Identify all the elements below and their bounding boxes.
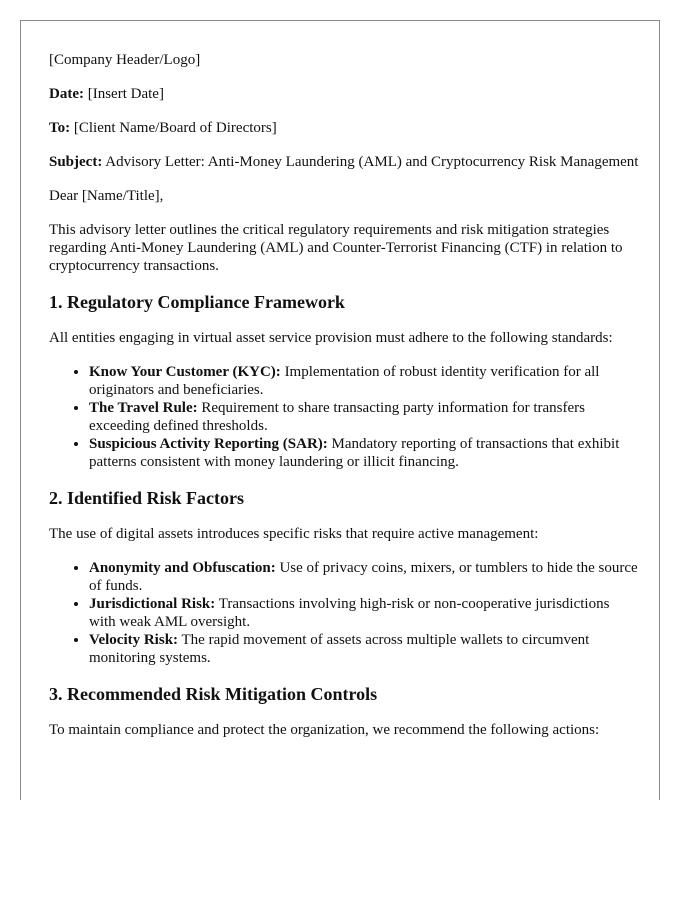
bullet-list (49, 559, 639, 667)
list-item-text: Requirement to share transacting party information for transfers exceeding defined thresholds. (89, 400, 585, 434)
salutation: Dear [Name/Title], (49, 188, 164, 204)
list-item-text: Implementation of robust identity verification for all originators and beneficiaries. (89, 364, 600, 398)
list-item-text: Use of privacy coins, mixers, or tumblers to hide the source of funds. (89, 560, 638, 594)
recipient-value: [Client Name/Board of Directors] (73, 120, 277, 136)
date-label: Date: (49, 86, 84, 102)
list-item-term: The Travel Rule: (89, 400, 198, 416)
section-heading: 2. Identified Risk Factors (49, 488, 244, 508)
letter-content (49, 51, 639, 755)
section-heading: 3. Recommended Risk Mitigation Controls (49, 684, 378, 704)
section-intro: To maintain compliance and protect the organization, we recommend the following actions: (49, 722, 600, 738)
section-heading: 1. Regulatory Compliance Framework (49, 292, 345, 312)
list-item (89, 595, 639, 631)
list-item (89, 399, 639, 435)
list-item (89, 559, 639, 595)
letter-page (20, 20, 660, 800)
list-item-term: Know Your Customer (KYC): (89, 364, 281, 380)
intro-paragraph: This advisory letter outlines the critical regulatory requirements and risk mitigation strategies regarding Anti-Money Laundering (AML) and Counter-Terrorist Financing (CTF) in relation to cryptocurrency transactions. (49, 222, 623, 274)
list-item (89, 631, 639, 667)
to-label: To: (49, 120, 71, 136)
recipient-line (49, 119, 639, 137)
list-item-text: Transactions involving high-risk or non-cooperative jurisdictions with weak AML oversight. (89, 596, 610, 630)
list-item-term: Suspicious Activity Reporting (SAR): (89, 436, 328, 452)
date-value: [Insert Date] (87, 86, 164, 102)
subject-label: Subject: (49, 154, 103, 170)
list-item (89, 435, 639, 471)
bullet-list (49, 363, 639, 471)
subject-value: Advisory Letter: Anti-Money Laundering (AML) and Cryptocurrency Risk Management (105, 154, 639, 170)
date-line (49, 85, 639, 103)
section-intro: All entities engaging in virtual asset service provision must adhere to the following standards: (49, 330, 613, 346)
company-header: [Company Header/Logo] (49, 52, 201, 68)
list-item (89, 363, 639, 399)
list-item-term: Jurisdictional Risk: (89, 596, 216, 612)
list-item-text: The rapid movement of assets across multiple wallets to circumvent monitoring systems. (89, 632, 590, 666)
list-item-term: Velocity Risk: (89, 632, 179, 648)
section-intro: The use of digital assets introduces specific risks that require active management: (49, 526, 539, 542)
subject-line (49, 153, 639, 171)
list-item-term: Anonymity and Obfuscation: (89, 560, 276, 576)
list-item-text: Mandatory reporting of transactions that exhibit patterns consistent with money laundering or illicit financing. (89, 436, 620, 470)
